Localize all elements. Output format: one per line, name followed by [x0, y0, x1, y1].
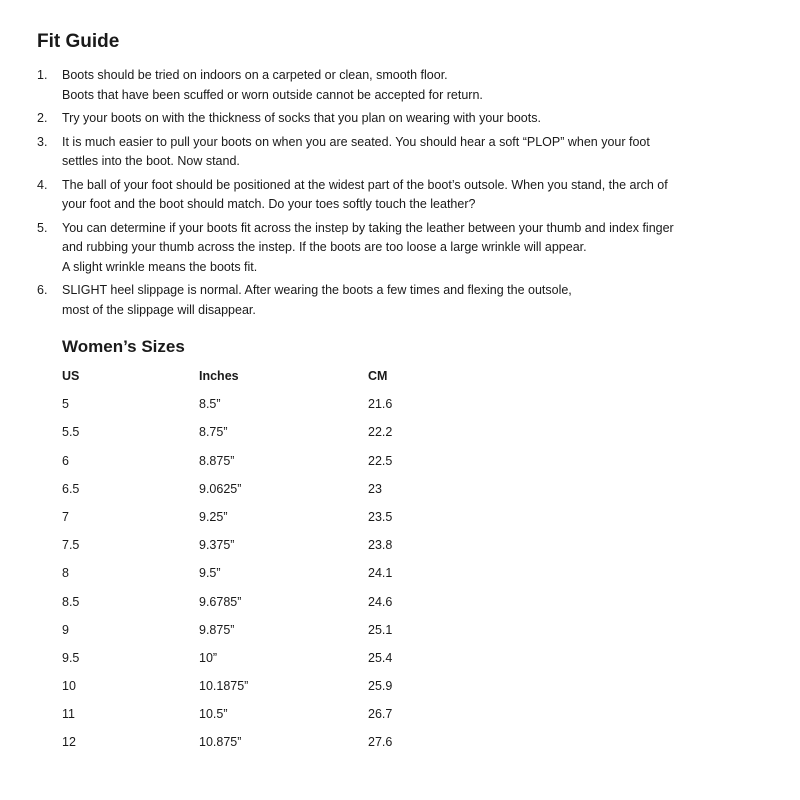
- cell-inches: 10.875”: [199, 735, 242, 750]
- cell-us: 9: [62, 622, 69, 637]
- step-text: and rubbing your thumb across the instep. If the boots are too loose a large wrinkle will appear.: [62, 240, 587, 254]
- cell-us: 8: [62, 566, 69, 581]
- step-number: 1.: [37, 68, 48, 82]
- cell-inches: 10.1875”: [199, 679, 249, 694]
- cell-inches: 8.875”: [199, 453, 235, 468]
- list-item: [37, 133, 777, 172]
- step-text: settles into the boot. Now stand.: [62, 154, 240, 168]
- step-number: 6.: [37, 283, 48, 297]
- cell-cm: 25.4: [368, 650, 393, 665]
- cell-inches: 9.25”: [199, 509, 228, 524]
- cell-cm: 23.5: [368, 509, 393, 524]
- fit-guide-title: Fit Guide: [37, 31, 120, 52]
- step-text: SLIGHT heel slippage is normal. After wearing the boots a few times and flexing the outsole,: [62, 283, 572, 297]
- cell-cm: 25.9: [368, 679, 393, 694]
- cell-inches: 9.875”: [199, 622, 235, 637]
- list-item: [37, 176, 777, 215]
- cell-cm: 24.6: [368, 594, 393, 609]
- step-text: Boots that have been scuffed or worn outside cannot be accepted for return.: [62, 87, 483, 102]
- header-us: US: [62, 369, 80, 383]
- step-number: 5.: [37, 220, 48, 235]
- step-number: 2.: [37, 111, 48, 125]
- cell-us: 5.5: [62, 425, 80, 440]
- cell-us: 9.5: [62, 650, 80, 665]
- step-text: most of the slippage will disappear.: [62, 302, 256, 317]
- cell-inches: 8.5”: [199, 397, 221, 412]
- cell-inches: 9.375”: [199, 538, 235, 553]
- cell-inches: 9.6785”: [199, 594, 242, 609]
- header-cm: CM: [368, 369, 388, 383]
- step-text: It is much easier to pull your boots on when you are seated. You should hear a soft “PLOP” when your foot: [62, 134, 650, 149]
- cell-cm: 27.6: [368, 735, 393, 750]
- cell-us: 6.5: [62, 481, 80, 496]
- cell-cm: 22.5: [368, 453, 393, 468]
- cell-inches: 9.5”: [199, 566, 221, 581]
- cell-us: 11: [62, 707, 75, 722]
- step-text: your foot and the boot should match. Do your toes softly touch the leather?: [62, 197, 476, 211]
- cell-us: 12: [62, 735, 76, 750]
- cell-cm: 26.7: [368, 707, 393, 722]
- cell-us: 7.5: [62, 538, 80, 553]
- list-item: [37, 109, 777, 129]
- step-number: 4.: [37, 177, 48, 192]
- cell-cm: 23: [368, 481, 382, 496]
- step-text: Boots should be tried on indoors on a carpeted or clean, smooth floor.: [62, 68, 448, 82]
- cell-cm: 25.1: [368, 622, 393, 637]
- cell-inches: 8.75”: [199, 425, 228, 440]
- cell-inches: 10.5”: [199, 707, 228, 722]
- fit-guide-steps: [37, 66, 777, 324]
- cell-us: 6: [62, 453, 69, 468]
- cell-us: 8.5: [62, 594, 80, 609]
- cell-inches: 9.0625”: [199, 481, 242, 496]
- list-item: [37, 219, 777, 278]
- step-text: You can determine if your boots fit across the instep by taking the leather between your thumb and index finger: [62, 220, 674, 235]
- step-text: The ball of your foot should be positioned at the widest part of the boot’s outsole. When you stand, the arch of: [62, 177, 668, 192]
- cell-cm: 23.8: [368, 538, 393, 553]
- list-item: [37, 66, 777, 105]
- cell-us: 10: [62, 679, 76, 694]
- header-inches: Inches: [199, 369, 239, 383]
- step-text: Try your boots on with the thickness of socks that you plan on wearing with your boots.: [62, 111, 541, 125]
- cell-us: 7: [62, 509, 69, 524]
- cell-us: 5: [62, 397, 69, 412]
- step-text: A slight wrinkle means the boots fit.: [62, 259, 258, 274]
- cell-cm: 22.2: [368, 425, 393, 440]
- cell-cm: 21.6: [368, 397, 393, 412]
- step-number: 3.: [37, 134, 48, 149]
- list-item: [37, 281, 777, 320]
- cell-cm: 24.1: [368, 566, 393, 581]
- cell-inches: 10”: [199, 650, 218, 665]
- womens-sizes-title: Women’s Sizes: [62, 337, 185, 356]
